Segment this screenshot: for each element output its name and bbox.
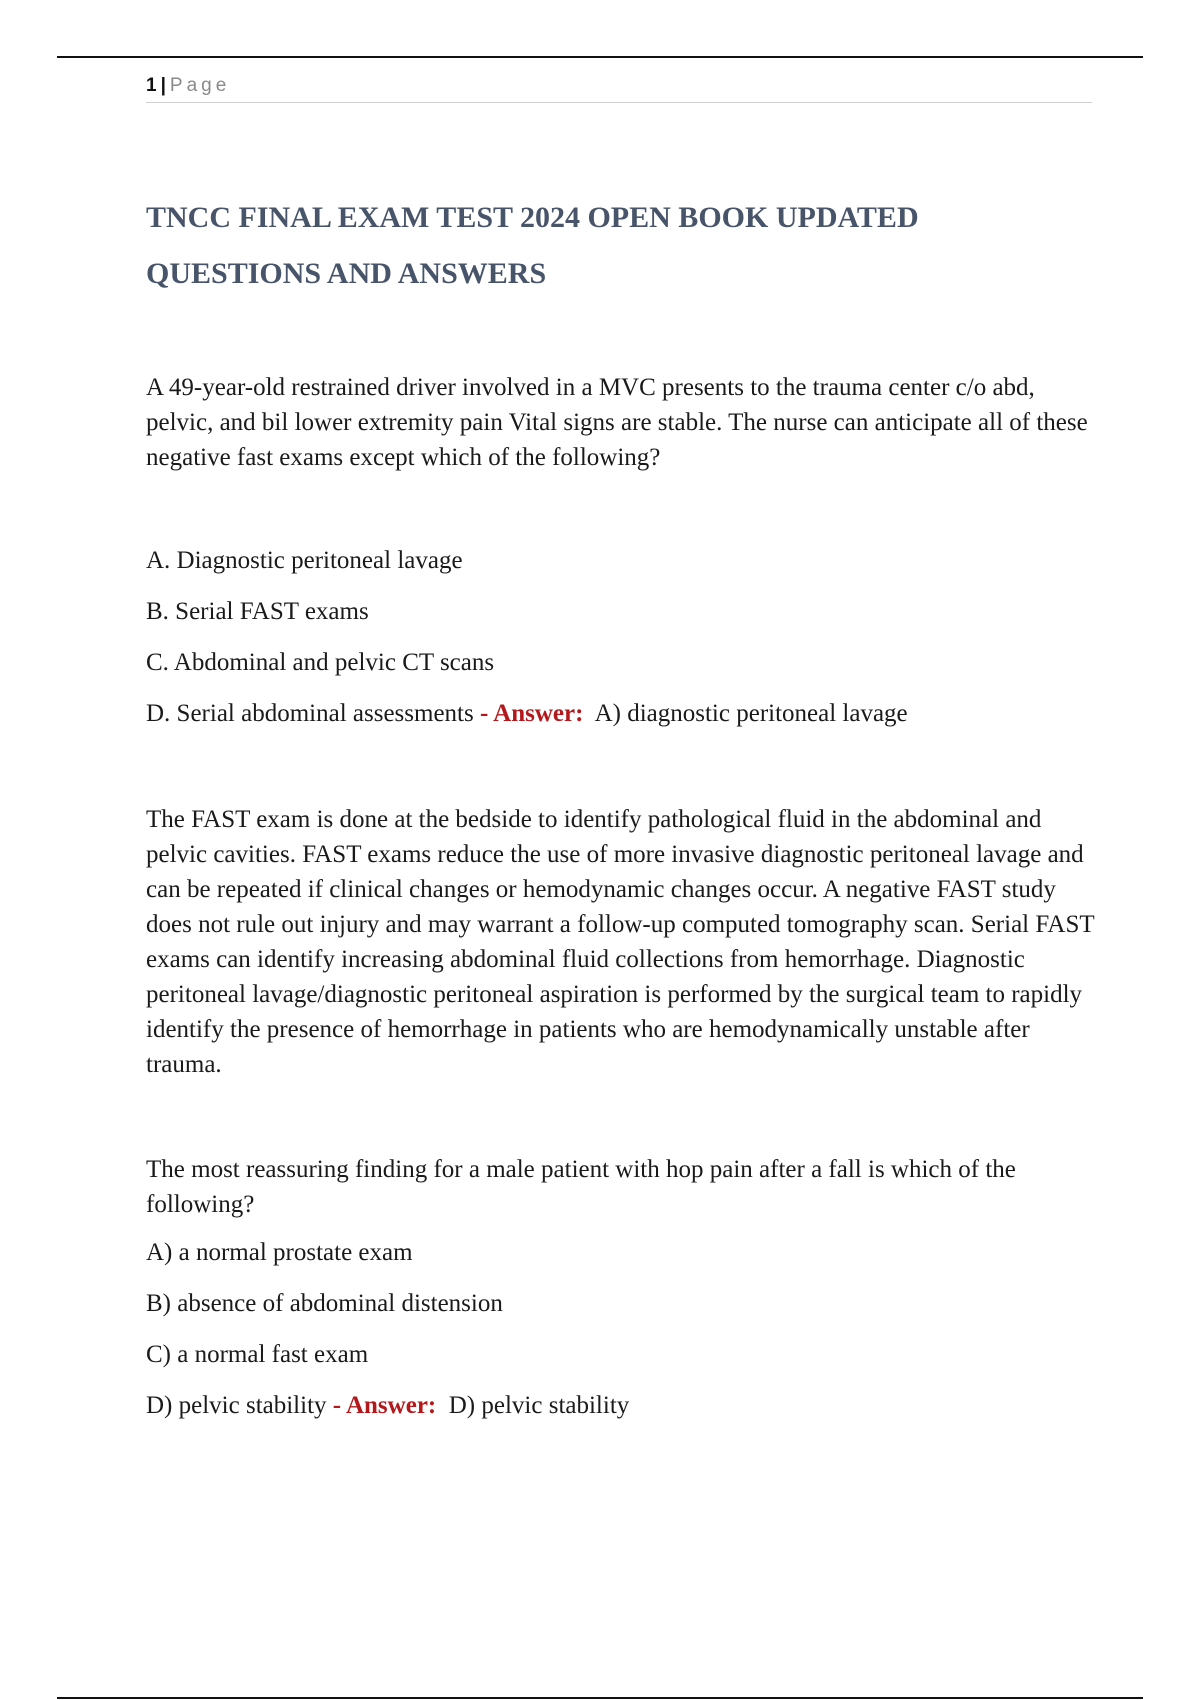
answer-label: - Answer: [332, 1392, 437, 1419]
question-1-option-d-line [146, 696, 1096, 732]
page-header [146, 74, 1092, 103]
question-2-option-c: C) a normal fast exam [146, 1341, 369, 1368]
title-line-1: TNCC FINAL EXAM TEST 2024 OPEN BOOK UPDATED [146, 201, 919, 234]
question-2-option-d-line [146, 1388, 1096, 1424]
question-2-option-d: D) pelvic stability [146, 1392, 327, 1419]
title-line-2: QUESTIONS AND ANSWERS [146, 257, 547, 290]
page-separator: | [160, 75, 166, 96]
question-1-answer: A) diagnostic peritoneal lavage [594, 700, 908, 727]
question-1-options [146, 543, 1096, 732]
question-2-answer: D) pelvic stability [448, 1392, 630, 1419]
question-1-explanation: The FAST exam is done at the bedside to identify pathological fluid in the abdominal and pelvic cavities. FAST exams reduce the use of more invasive diagnostic peritoneal lavage and can be repeated if clinical changes or hemodynamic changes occur. A negative FAST study does not rule out injury and may warrant a follow-up computed tomography scan. Serial FAST exams can identify increasing abdominal fluid collections from hemorrhage. Diagnostic peritoneal lavage/diagnostic peritoneal aspiration is performed by the surgical team to rapidly identify the presence of hemorrhage in patients who are hemodynamically unstable after trauma. [146, 806, 1095, 1078]
question-1-option-c: C. Abdominal and pelvic CT scans [146, 649, 495, 676]
bottom-rule [57, 1697, 1143, 1699]
question-2-stem: The most reassuring finding for a male patient with hop pain after a fall is which of the following? [146, 1156, 1016, 1218]
top-rule [57, 56, 1143, 58]
document-body [146, 190, 1096, 1424]
question-1 [146, 370, 1096, 1082]
question-1-option-a: A. Diagnostic peritoneal lavage [146, 547, 463, 574]
page-word: Page [169, 75, 231, 96]
question-2-option-a: A) a normal prostate exam [146, 1239, 413, 1266]
page-number: 1 [146, 75, 157, 96]
question-2-option-b: B) absence of abdominal distension [146, 1290, 503, 1317]
question-1-option-b: B. Serial FAST exams [146, 598, 369, 625]
answer-label: - Answer: [479, 700, 584, 727]
document-title [146, 190, 1096, 302]
question-2 [146, 1152, 1096, 1424]
question-1-option-d: D. Serial abdominal assessments [146, 700, 474, 727]
question-1-stem: A 49-year-old restrained driver involved in a MVC presents to the trauma center c/o abd, pelvic, and bil lower extremity pain Vital signs are stable. The nurse can anticipate all of these negative fast exams except which of the following? [146, 374, 1088, 471]
